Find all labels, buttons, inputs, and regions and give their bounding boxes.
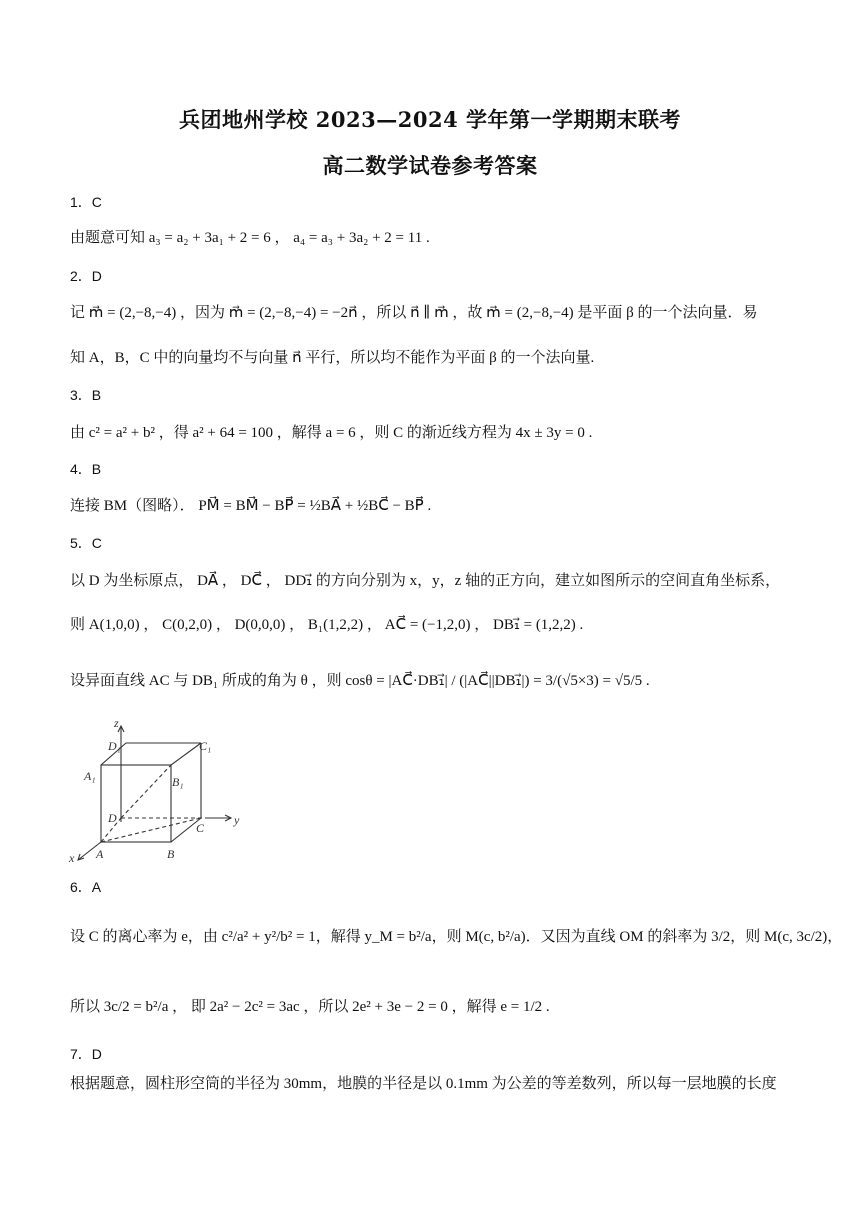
answer-line: 以 D 为坐标原点， DA⃗ ， DC⃗ ， DD₁⃗ 的方向分别为 x，y，z 轴的正方向，建立如图所示的空间直角坐标系， (70, 573, 781, 589)
vertex-label-b1: B₁ (172, 775, 184, 789)
answer-line: 设异面直线 AC 与 DB₁ 所成的角为 θ ，则 cosθ = |AC⃗·DB₁⃗| / (|AC⃗||DB₁⃗|) = 3/(√5×3) = √5/5 . (70, 673, 650, 689)
answer-label-7: 7．D (70, 1046, 102, 1062)
answer-line: 记 m⃗ = (2,−8,−4) ，因为 m⃗ = (2,−8,−4) = −2n⃗ ，所以 n⃗ ∥ m⃗ ，故 m⃗ = (2,−8,−4) 是平面 β 的一个法向量．易 (70, 305, 758, 321)
answer-line: 由题意可知 a₃ = a₂ + 3a₁ + 2 = 6 ， a₄ = a₃ + 3a₂ + 2 = 11 . (70, 230, 430, 246)
answer-line: 知 A，B，C 中的向量均不与向量 n⃗ 平行，所以均不能作为平面 β 的一个法向量. (70, 350, 595, 366)
answer-label-5: 5．C (70, 535, 102, 551)
axis-label-x: x (69, 851, 75, 865)
vertex-label-d: D (108, 811, 117, 825)
answer-line: 根据题意，圆柱形空筒的半径为 30mm，地膜的半径是以 0.1mm 为公差的等差数列，所以每一层地膜的长度 (70, 1076, 777, 1092)
cube-coordinate-figure (66, 712, 256, 872)
vertex-label-c1: C₁ (199, 739, 212, 753)
answer-label-6: 6．A (70, 879, 102, 895)
answer-line: 由 c² = a² + b² ，得 a² + 64 = 100 ，解得 a = 6 ，则 C 的渐近线方程为 4x ± 3y = 0 . (70, 425, 593, 441)
vertex-label-b: B (167, 847, 175, 861)
answer-label-3: 3．B (70, 387, 102, 403)
document-title: 兵团地州学校 2023—2024 学年第一学期期末联考 (178, 107, 681, 132)
answer-line: 则 A(1,0,0) ， C(0,2,0) ， D(0,0,0) ， B₁(1,2,2) ， AC⃗ = (−1,2,0) ， DB₁⃗ = (1,2,2) . (70, 617, 584, 633)
vertex-label-a1: A₁ (84, 769, 96, 783)
answer-label-2: 2．D (70, 268, 102, 284)
answer-label-1: 1．C (70, 194, 102, 210)
answer-line: 所以 3c/2 = b²/a ， 即 2a² − 2c² = 3ac ，所以 2e² + 3e − 2 = 0 ，解得 e = 1/2 . (70, 999, 550, 1015)
answer-label-4: 4．B (70, 461, 102, 477)
answer-line: 连接 BM（图略）． PM⃗ = BM⃗ − BP⃗ = ½BA⃗ + ½BC⃗ − BP⃗ . (70, 498, 432, 514)
vertex-label-c: C (196, 821, 205, 835)
axis-label-z: z (114, 716, 119, 730)
vertex-label-a: A (96, 847, 104, 861)
vertex-label-d1: D₁ (108, 739, 121, 753)
document-subtitle: 高二数学试卷参考答案 (322, 153, 538, 178)
axis-label-y: y (234, 813, 240, 827)
answer-line: 设 C 的离心率为 e，由 c²/a² + y²/b² = 1，解得 y_M = b²/a，则 M(c, b²/a)．又因为直线 OM 的斜率为 3/2，则 M(c, 3c/2)， (70, 929, 843, 945)
